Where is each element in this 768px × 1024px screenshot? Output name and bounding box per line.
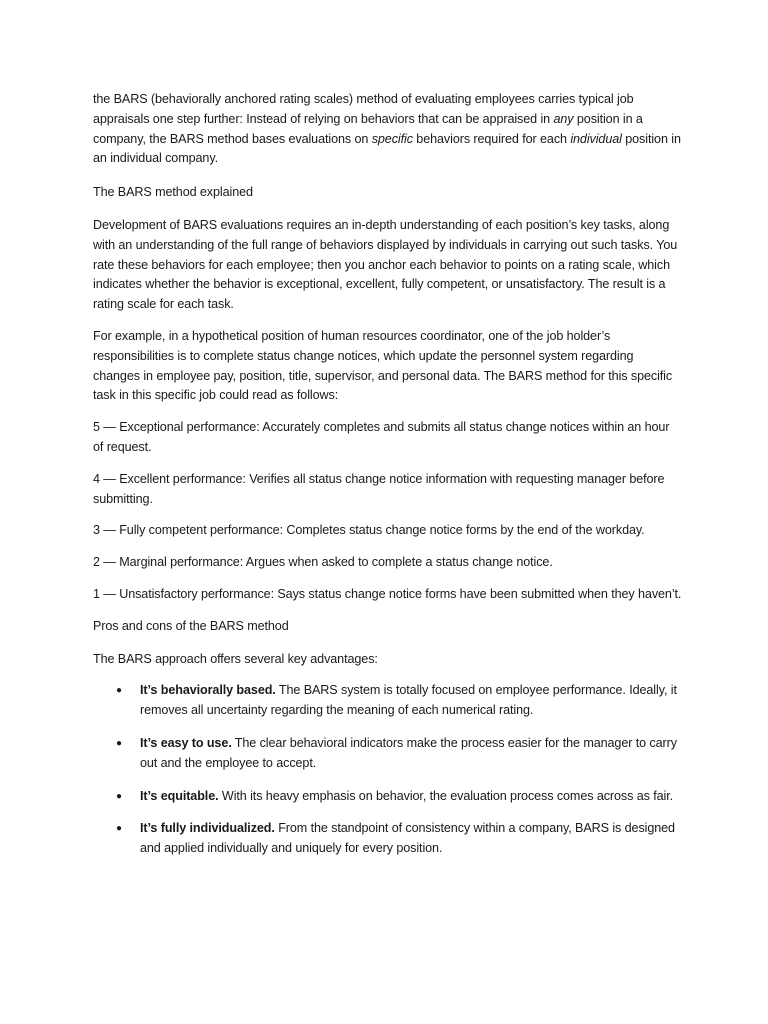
list-item — [93, 681, 683, 721]
rating-5: 5 — Exceptional performance: Accurately completes and submits all status change notices within an hour of request. — [93, 420, 670, 454]
intro-text-3: behaviors required for each — [412, 131, 571, 146]
paragraph-example: For example, in a hypothetical position of human resources coordinator, one of the job holder’s responsibilities is to complete status change notices, which update the personnel system regarding changes in employee pay, position, title, supervisor, and personal data. The BARS method for this specific task in this specific job could read as follows: — [93, 328, 673, 403]
intro-paragraph — [93, 90, 683, 169]
advantage-text: The clear behavioral indicators make the process easier for the manager to carry out and the employee to accept. — [140, 735, 677, 770]
bullet-icon: ● — [116, 685, 122, 697]
intro-emphasis-individual: individual — [570, 131, 622, 146]
list-item — [93, 819, 683, 859]
rating-1: 1 — Unsatisfactory performance: Says status change notice forms have been submitted when they haven’t. — [93, 586, 682, 601]
rating-4: 4 — Excellent performance: Verifies all status change notice information with requesting manager before submitting. — [93, 471, 665, 506]
bullet-icon: ● — [116, 823, 122, 835]
section-heading-explained: The BARS method explained — [93, 185, 253, 200]
section-heading-pros-cons: Pros and cons of the BARS method — [93, 618, 289, 633]
intro-emphasis-any: any — [553, 111, 574, 126]
rating-3: 3 — Fully competent performance: Completes status change notice forms by the end of the workday. — [93, 523, 645, 538]
advantage-text: From the standpoint of consistency within a company, BARS is designed and applied individually and uniquely for every position. — [140, 821, 675, 856]
intro-text-4: position in an individual company. — [93, 131, 681, 166]
list-item — [93, 734, 683, 774]
intro-text-2: position in a company, the BARS method bases evaluations on — [93, 111, 643, 146]
bullet-icon: ● — [116, 737, 122, 749]
advantages-list — [93, 681, 683, 859]
advantage-title: It’s behaviorally based. — [140, 683, 276, 698]
list-item — [93, 787, 683, 807]
advantage-title: It’s fully individualized. — [140, 821, 275, 836]
bullet-icon: ● — [116, 790, 122, 802]
advantage-text: The BARS system is totally focused on employee performance. Ideally, it removes all uncertainty regarding the meaning of each numerical rating. — [140, 683, 677, 718]
document-page — [93, 90, 683, 872]
intro-text-1: the BARS (behaviorally anchored rating scales) method of evaluating employees carries typical job appraisals one step further: Instead of relying on behaviors that can be appraised in — [93, 92, 634, 126]
advantage-text: With its heavy emphasis on behavior, the evaluation process comes across as fair. — [218, 788, 674, 803]
advantages-lead: The BARS approach offers several key advantages: — [93, 651, 378, 666]
advantage-title: It’s easy to use. — [140, 735, 232, 750]
intro-emphasis-specific: specific — [371, 131, 413, 146]
rating-2: 2 — Marginal performance: Argues when asked to complete a status change notice. — [93, 555, 553, 570]
advantage-title: It’s equitable. — [140, 788, 219, 803]
paragraph-development: Development of BARS evaluations requires an in-depth understanding of each position’s key tasks, along with an understanding of the full range of behaviors displayed by individuals in carrying out such tasks. You rate these behaviors for each employee; then you anchor each behavior to points on a rating scale, which indicates whether the behavior is exceptional, excellent, fully competent, or unsatisfactory. The result is a rating scale for each task. — [93, 217, 678, 312]
